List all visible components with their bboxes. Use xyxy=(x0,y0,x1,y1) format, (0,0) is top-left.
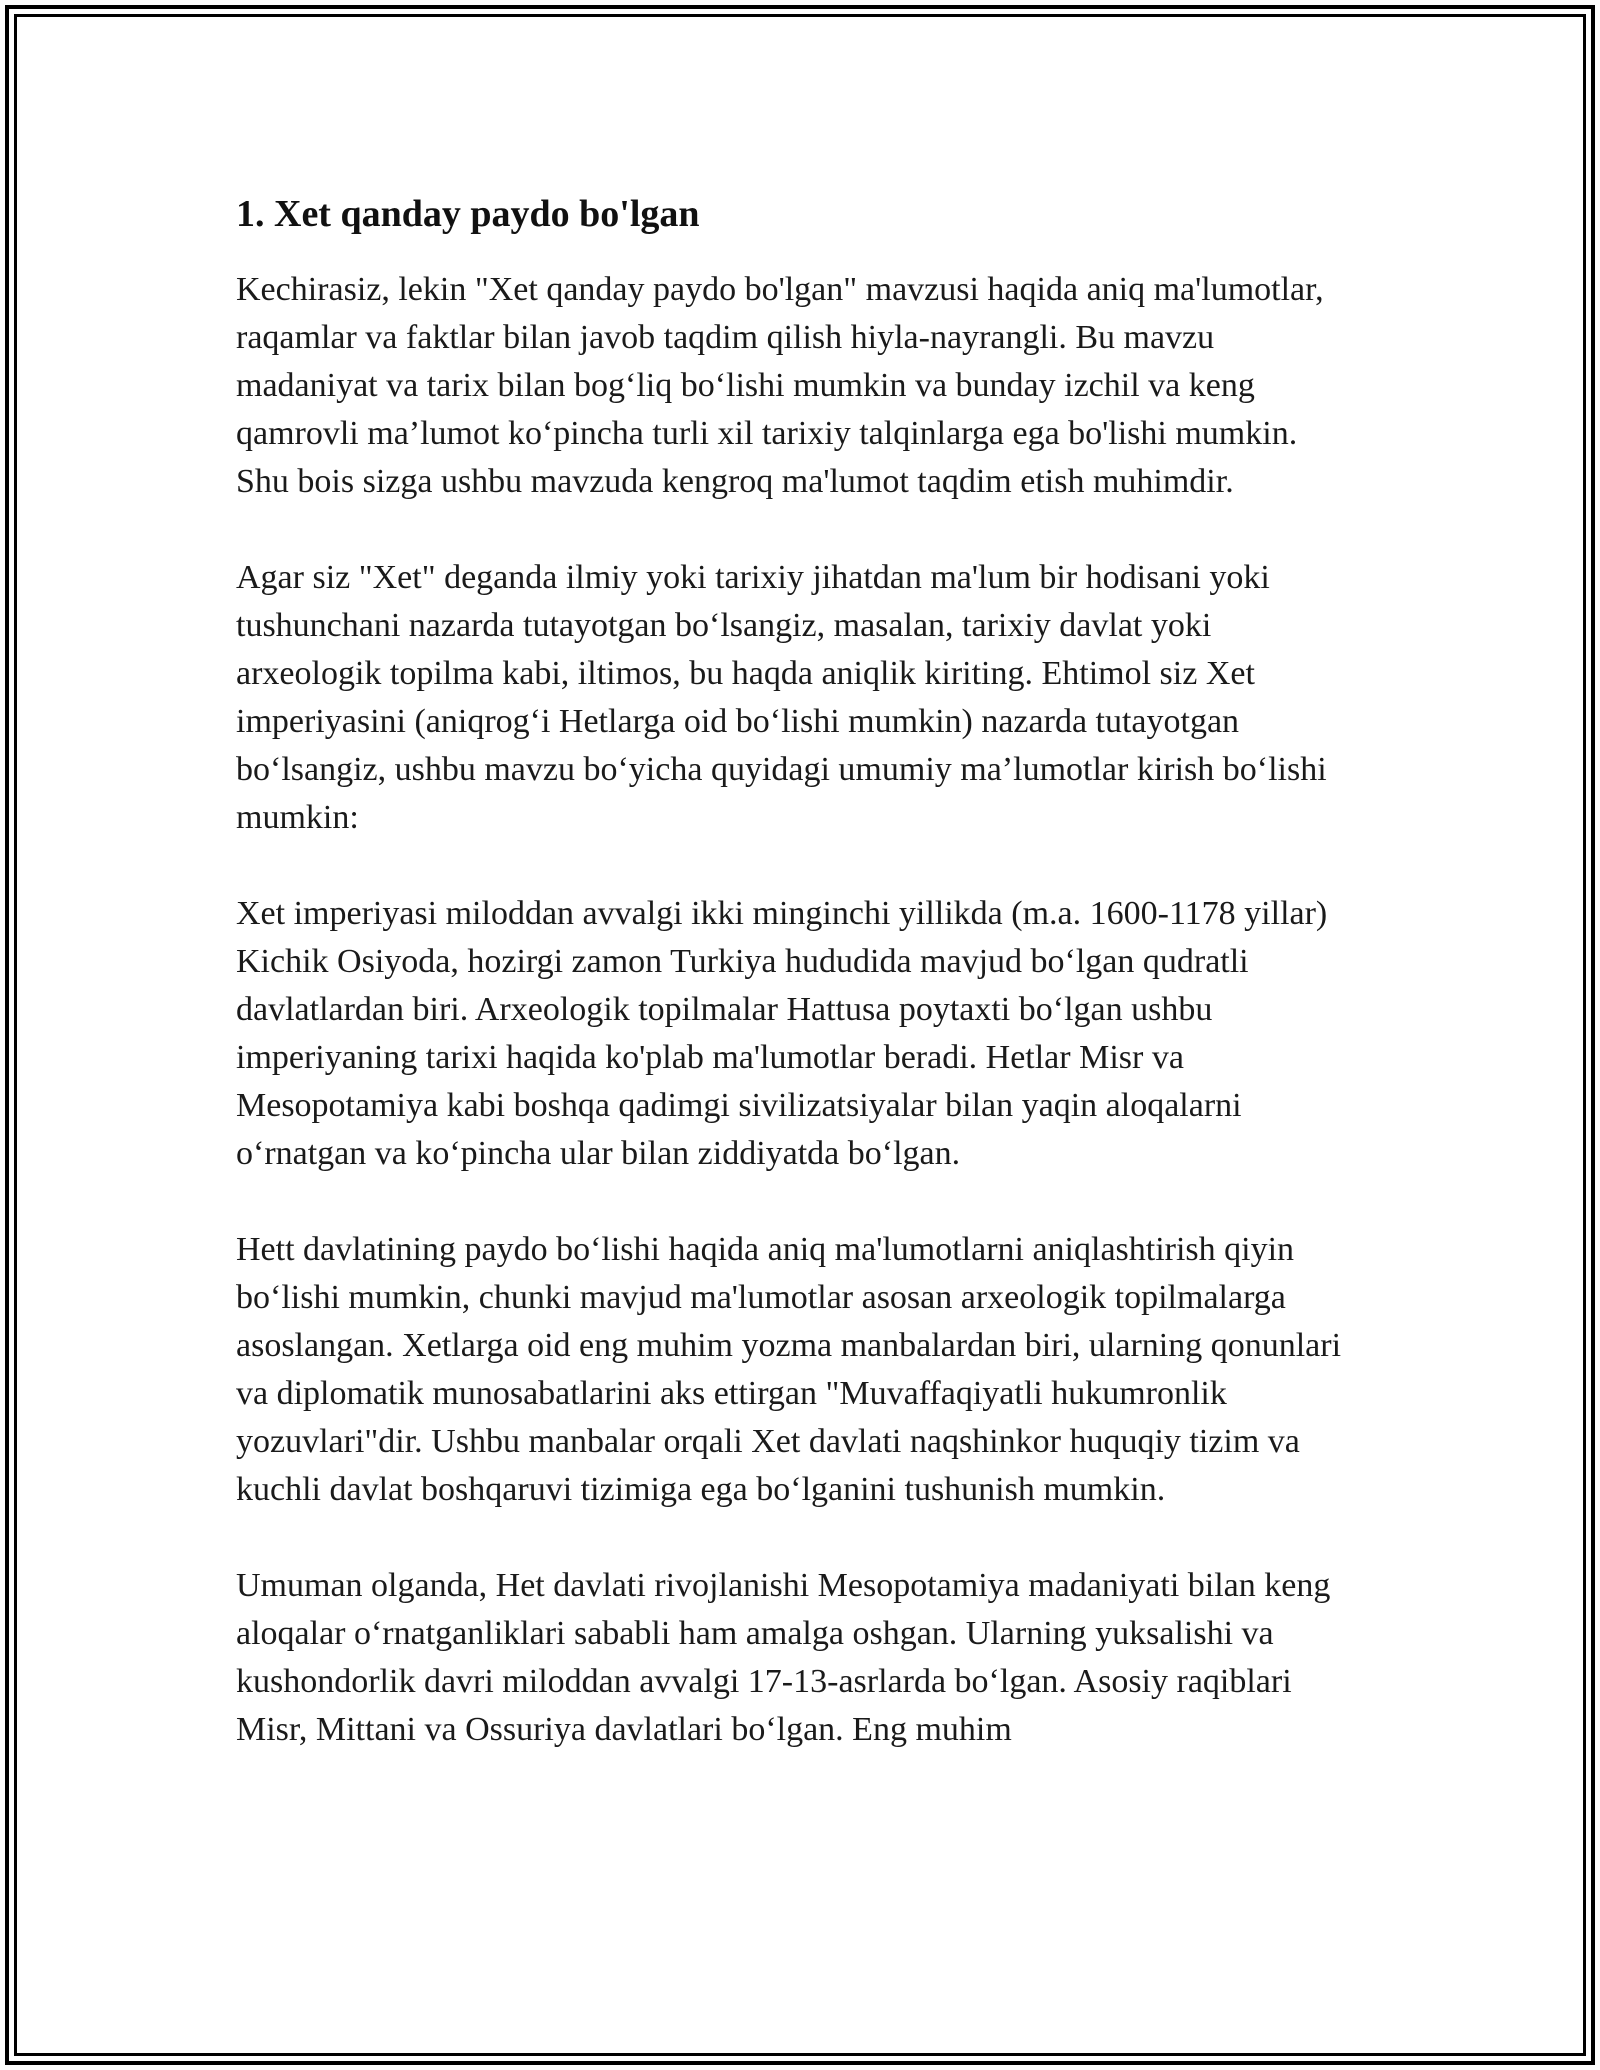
paragraph-3: Xet imperiyasi miloddan avvalgi ikki minginchi yillikda (m.a. 1600-1178 yillar) Kichik Osiyoda, hozirgi zamon Turkiya hududida mavjud bo‘lgan qudratli davlatlardan biri. Arxeologik topilmalar Hattusa poytaxti bo‘lgan ushbu imperiyaning tarixi haqida ko'plab ma'lumotlar beradi. Hetlar Misr va Mesopotamiya kabi boshqa qadimgi sivilizatsiyalar bilan yaqin aloqalarni o‘rnatgan va ko‘pincha ular bilan ziddiyatda bo‘lgan. xyxy=(236,895,1328,1172)
paragraph-2: Agar siz "Xet" deganda ilmiy yoki tarixiy jihatdan ma'lum bir hodisani yoki tushunchani nazarda tutayotgan bo‘lsangiz, masalan, tarixiy davlat yoki arxeologik topilma kabi, iltimos, bu haqda aniqlik kiriting. Ehtimol siz Xet imperiyasini (aniqrog‘i Hetlarga oid bo‘lishi mumkin) nazarda tutayotgan bo‘lsangiz, ushbu mavzu bo‘yicha quyidagi umumiy ma’lumotlar kirish bo‘lishi mumkin: xyxy=(236,559,1327,836)
paragraph-5: Umuman olganda, Het davlati rivojlanishi Mesopotamiya madaniyati bilan keng aloqalar o‘rnatganliklari sababli ham amalga oshgan. Ularning yuksalishi va kushondorlik davri miloddan avvalgi 17-13-asrlarda bo‘lgan. Asosiy raqiblari Misr, Mittani va Ossuriya davlatlari bo‘lgan. Eng muhim xyxy=(236,1567,1331,1748)
paragraph-1: Kechirasiz, lekin "Xet qanday paydo bo'lgan" mavzusi haqida aniq ma'lumotlar, raqamlar va faktlar bilan javob taqdim qilish hiyla-nayrangli. Bu mavzu madaniyat va tarix bilan bog‘liq bo‘lishi mumkin va bunday izchil va keng qamrovli ma’lumot ko‘pincha turli xil tarixiy talqinlarga ega bo'lishi mumkin. Shu bois sizga ushbu mavzuda kengroq ma'lumot taqdim etish muhimdir. xyxy=(236,271,1324,500)
document-body xyxy=(236,188,1356,1802)
paragraph-4: Hett davlatining paydo bo‘lishi haqida aniq ma'lumotlarni aniqlashtirish qiyin bo‘lishi mumkin, chunki mavjud ma'lumotlar asosan arxeologik topilmalarga asoslangan. Xetlarga oid eng muhim yozma manbalardan biri, ularning qonunlari va diplomatik munosabatlarini aks ettirgan "Muvaffaqiyatli hukumronlik yozuvlari"dir. Ushbu manbalar orqali Xet davlati naqshinkor huquqiy tizim va kuchli davlat boshqaruvi tizimiga ega bo‘lganini tushunish mumkin. xyxy=(236,1231,1342,1508)
document-title: 1. Xet qanday paydo bo'lgan xyxy=(236,193,700,235)
